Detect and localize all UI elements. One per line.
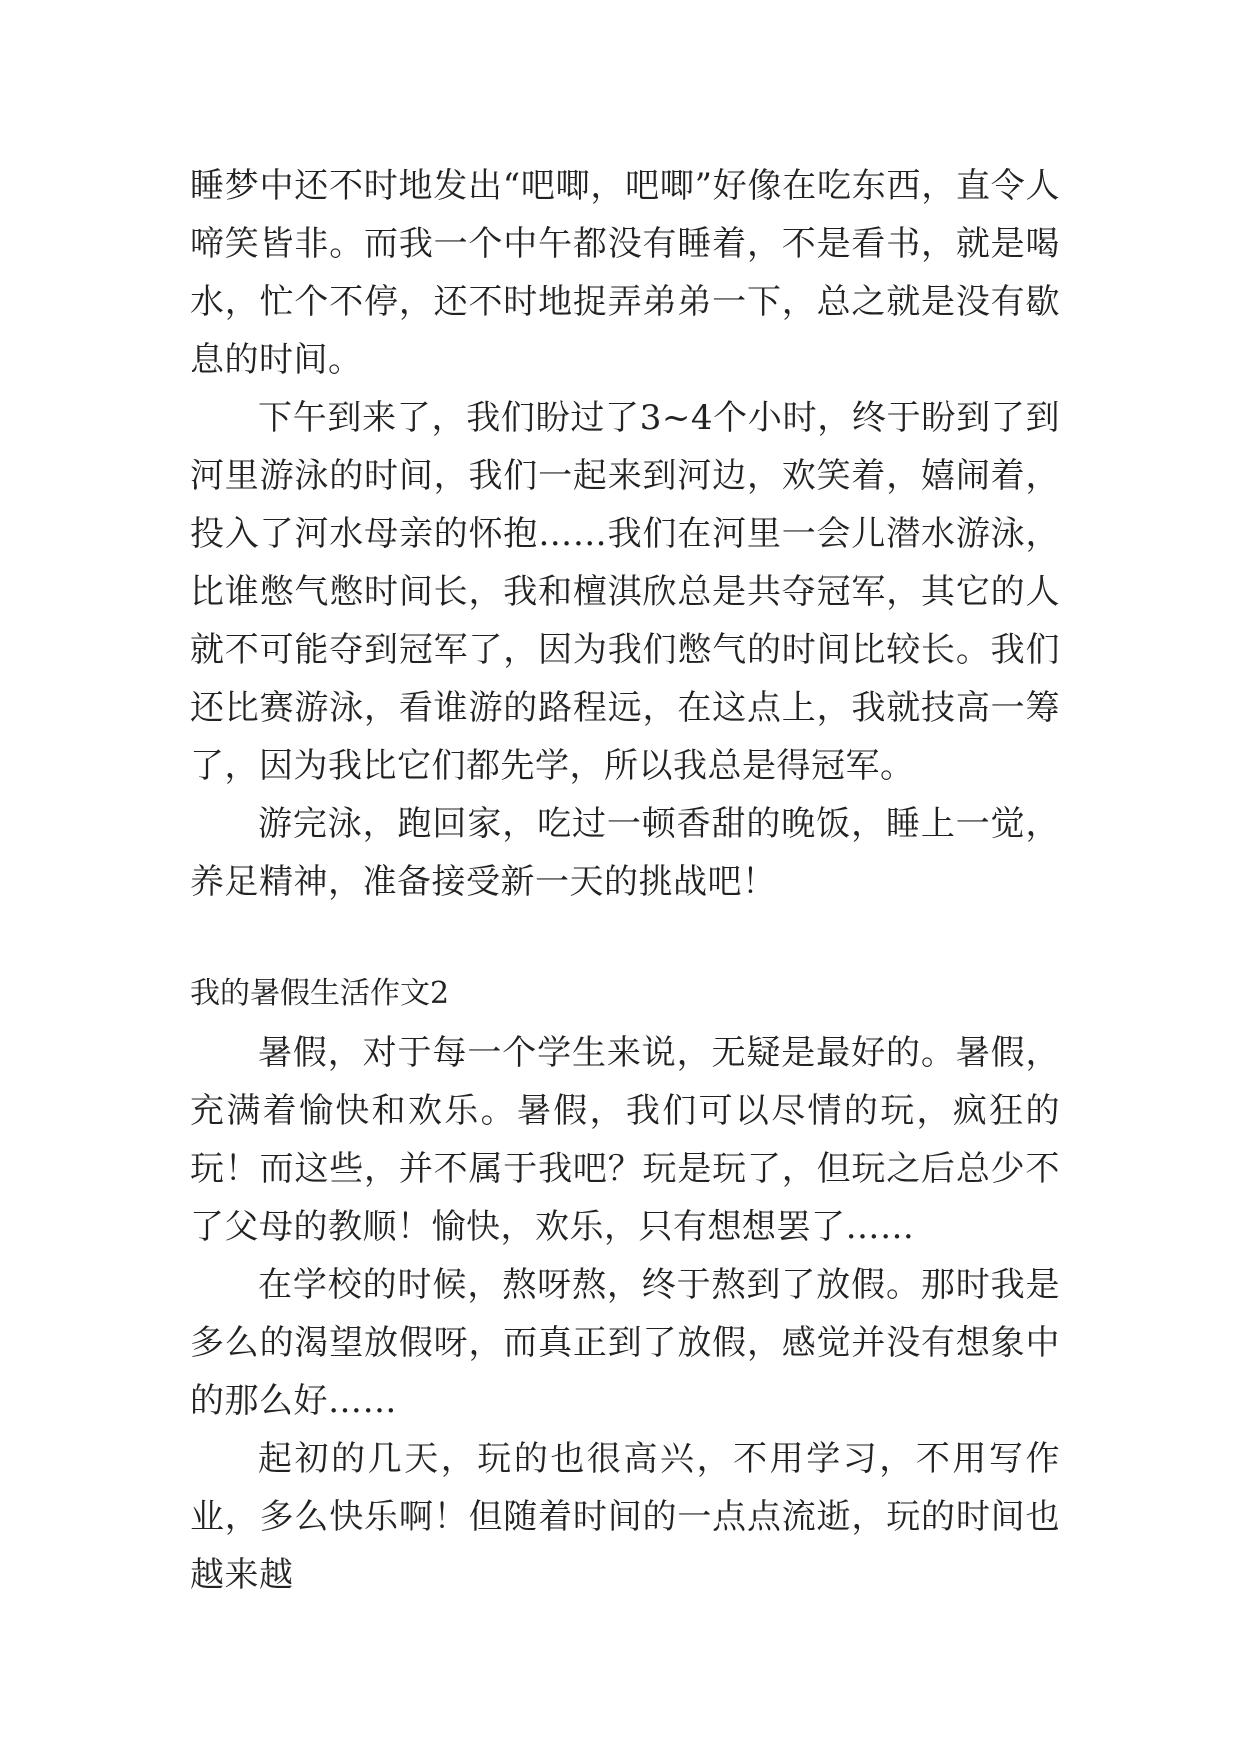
paragraph: 下午到来了，我们盼过了3~4个小时，终于盼到了到河里游泳的时间，我们一起来到河边，欢笑着，嬉闹着，投入了河水母亲的怀抱……我们在河里一会儿潜水游泳，比谁憋气憋时间长，我和檀淇欣总是共夺冠军，其它的人就不可能夺到冠军了，因为我们憋气的时间比较长。我们还比赛游泳，看谁游的路程远，在这点上，我就技高一筹了，因为我比它们都先学，所以我总是得冠军。 bbox=[190, 398, 1060, 786]
paragraph: 起初的几天，玩的也很高兴，不用学习，不用写作业，多么快乐啊！但随着时间的一点点流逝，玩的时间也越来越 bbox=[190, 1439, 1060, 1595]
section-2-body bbox=[190, 1024, 1060, 1604]
section-1-body bbox=[190, 157, 1060, 911]
paragraph-continuation: 睡梦中还不时地发出“吧唧，吧唧”好像在吃东西，直令人啼笑皆非。而我一个中午都没有睡着，不是看书，就是喝水，忙个不停，还不时地捉弄弟弟一下，总之就是没有歇息的时间。 bbox=[190, 166, 1060, 380]
section-title: 我的暑假生活作文2 bbox=[190, 976, 450, 1011]
paragraph: 在学校的时候，熬呀熬，终于熬到了放假。那时我是多么的渴望放假呀，而真正到了放假，感觉并没有想象中的那么好…… bbox=[190, 1265, 1060, 1421]
paragraph: 暑假，对于每一个学生来说，无疑是最好的。暑假，充满着愉快和欢乐。暑假，我们可以尽情的玩，疯狂的玩！而这些，并不属于我吧？玩是玩了，但玩之后总少不了父母的教顺！愉快，欢乐，只有想想罢了…… bbox=[190, 1033, 1060, 1247]
paragraph: 游完泳，跑回家，吃过一顿香甜的晚饭，睡上一觉，养足精神，准备接受新一天的挑战吧！ bbox=[190, 804, 1060, 902]
